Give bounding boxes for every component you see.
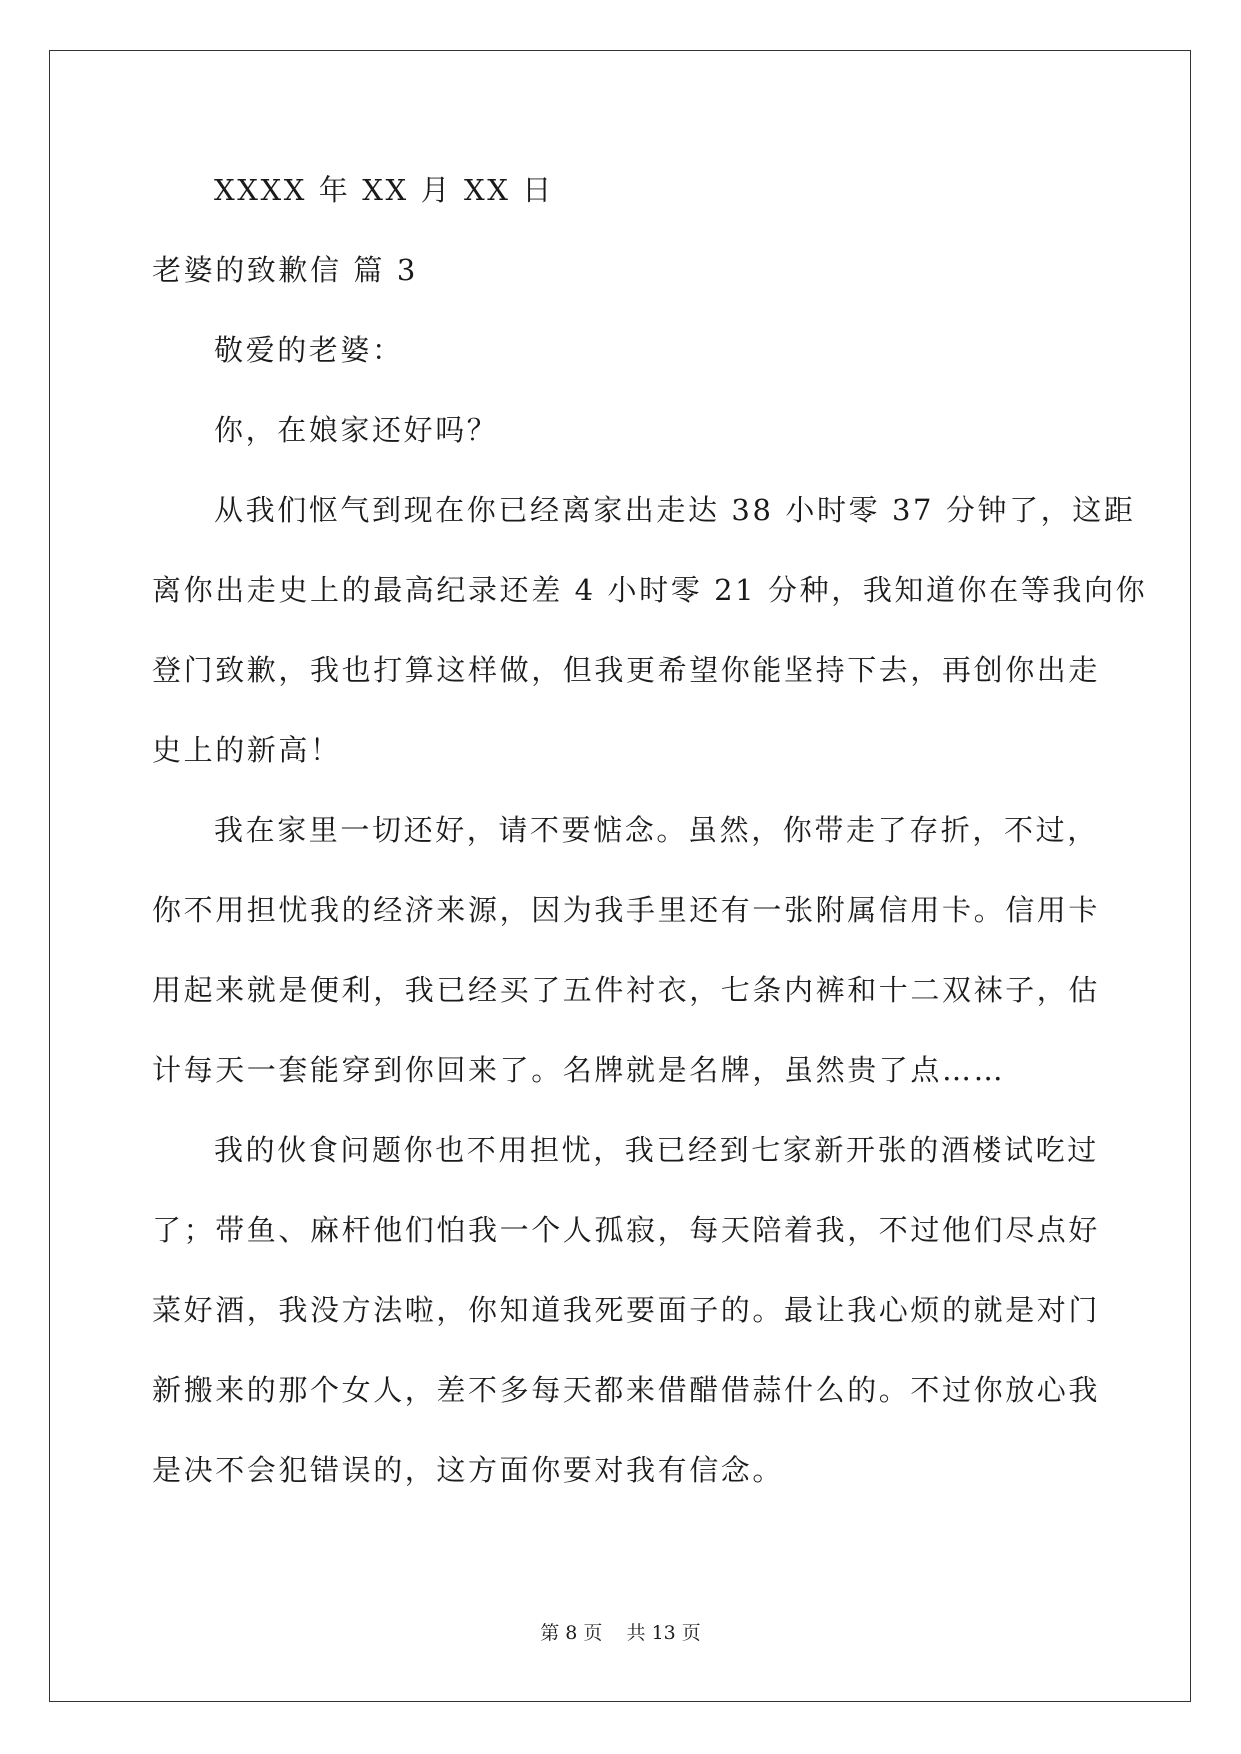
paragraph-3-line-1: 我在家里一切还好，请不要惦念。虽然，你带走了存折，不过， (214, 813, 1099, 847)
paragraph-4-line-3: 菜好酒，我没方法啦，你知道我死要面子的。最让我心烦的就是对门 (152, 1293, 1101, 1327)
date-line: XXXX 年 XX 月 XX 日 (214, 173, 554, 207)
paragraph-3-line-2: 你不用担忧我的经济来源，因为我手里还有一张附属信用卡。信用卡 (152, 893, 1101, 927)
letter-heading: 老婆的致歉信 篇 3 (152, 253, 418, 287)
paragraph-4-line-5: 是决不会犯错误的，这方面你要对我有信念。 (152, 1453, 785, 1487)
paragraph-1: 你，在娘家还好吗？ (214, 413, 499, 447)
paragraph-3-line-4: 计每天一套能穿到你回来了。名牌就是名牌，虽然贵了点…… (152, 1053, 1006, 1087)
paragraph-2-line-3: 登门致歉，我也打算这样做，但我更希望你能坚持下去，再创你出走 (152, 653, 1101, 687)
paragraph-2-line-4: 史上的新高！ (152, 733, 342, 767)
page-number-footer: 第 8 页 共 13 页 (540, 1622, 701, 1644)
paragraph-2-line-2: 离你出走史上的最高纪录还差 4 小时零 21 分种，我知道你在等我向你 (152, 573, 1148, 607)
paragraph-4-line-1: 我的伙食问题你也不用担忧，我已经到七家新开张的酒楼试吃过 (214, 1133, 1099, 1167)
paragraph-3-line-3: 用起来就是便利，我已经买了五件衬衣，七条内裤和十二双袜子，估 (152, 973, 1101, 1007)
paragraph-2-line-1: 从我们怄气到现在你已经离家出走达 38 小时零 37 分钟了，这距 (214, 493, 1136, 527)
paragraph-4-line-2: 了；带鱼、麻杆他们怕我一个人孤寂，每天陪着我，不过他们尽点好 (152, 1213, 1101, 1247)
paragraph-4-line-4: 新搬来的那个女人，差不多每天都来借醋借蒜什么的。不过你放心我 (152, 1373, 1101, 1407)
salutation: 敬爱的老婆： (214, 333, 404, 367)
